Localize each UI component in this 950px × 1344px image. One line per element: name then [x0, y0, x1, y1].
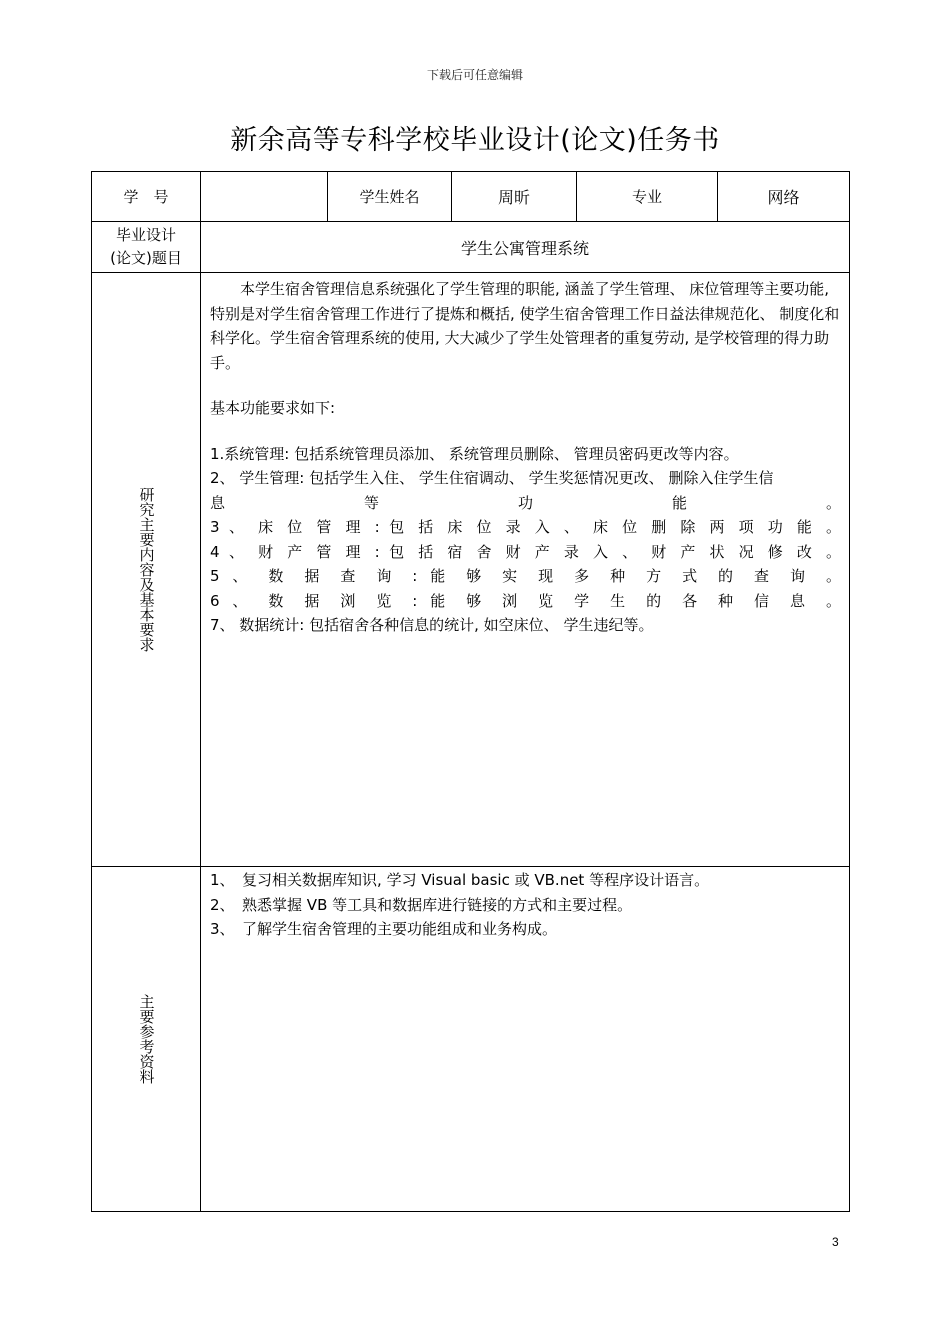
research-intro: 本学生宿舍管理信息系统强化了学生管理的职能, 涵盖了学生管理、 床位管理等主要功能, 特别是对学生宿舍管理工作进行了提炼和概括, 使学生宿舍管理工作日益法律规范化、 制度化和科学化。学生宿舍管理系统的使用, 大大减少了学生处管理者的重复劳动, 是学校管理的得力助手。 [210, 280, 840, 372]
requirement-item: 4 、 财 产 管 理 : 包 括 宿 舍 财 产 录 入 、 财 产 状 况 修 改 。 [210, 542, 841, 561]
topic-value: 学生公寓管理系统 [201, 222, 849, 273]
document-title: 新余高等专科学校毕业设计(论文)任务书 [230, 125, 720, 156]
student-name-value: 周昕 [452, 172, 577, 222]
requirement-item: 3 、 床 位 管 理 : 包 括 床 位 录 入 、 床 位 删 除 两 项 功 能 。 [210, 518, 841, 536]
reference-item: 2、 熟悉掌握 VB 等工具和数据库进行链接的方式和主要过程。 [210, 895, 633, 914]
research-label: 研究主要内容及基本要求 [137, 487, 156, 652]
major-label: 专业 [577, 172, 718, 222]
student-id-label: 学 号 [92, 172, 201, 222]
requirement-item: 息 等 功 能 。 [210, 493, 841, 512]
research-content-cell [201, 273, 849, 867]
page-number: 3 [832, 1235, 839, 1249]
task-form-table [91, 171, 850, 1212]
references-content-cell [201, 867, 849, 1211]
requirement-item: 1.系统管理: 包括系统管理员添加、 系统管理员删除、 管理员密码更改等内容。 [210, 444, 739, 463]
student-id-value [201, 172, 328, 222]
topic-label-line1: 毕业设计 [115, 226, 176, 244]
research-label-cell [92, 273, 201, 867]
references-label-cell [92, 867, 201, 1211]
student-name-label: 学生姓名 [328, 172, 452, 222]
download-note: 下载后可任意编辑 [426, 68, 523, 82]
requirement-item: 2、 学生管理: 包括学生入住、 学生住宿调动、 学生奖惩情况更改、 删除入住学生信 [210, 469, 774, 487]
reference-item: 1、 复习相关数据库知识, 学习 Visual basic 或 VB.net 等程序设计语言。 [210, 871, 710, 889]
topic-label [92, 222, 201, 273]
requirement-item: 5 、 数 据 查 询 : 能 够 实 现 多 种 方 式 的 查 询 。 [210, 567, 841, 585]
requirement-item: 7、 数据统计: 包括宿舍各种信息的统计, 如空床位、 学生违纪等。 [210, 616, 654, 634]
reference-item: 3、 了解学生宿舍管理的主要功能组成和业务构成。 [210, 920, 558, 938]
topic-label-line2: (论文)题目 [110, 249, 182, 267]
requirement-item: 6 、 数 据 浏 览 : 能 够 浏 览 学 生 的 各 种 信 息 。 [210, 591, 841, 610]
references-label: 主要参考资料 [137, 994, 156, 1084]
major-value: 网络 [718, 172, 849, 222]
requirements-heading: 基本功能要求如下: [210, 399, 336, 417]
